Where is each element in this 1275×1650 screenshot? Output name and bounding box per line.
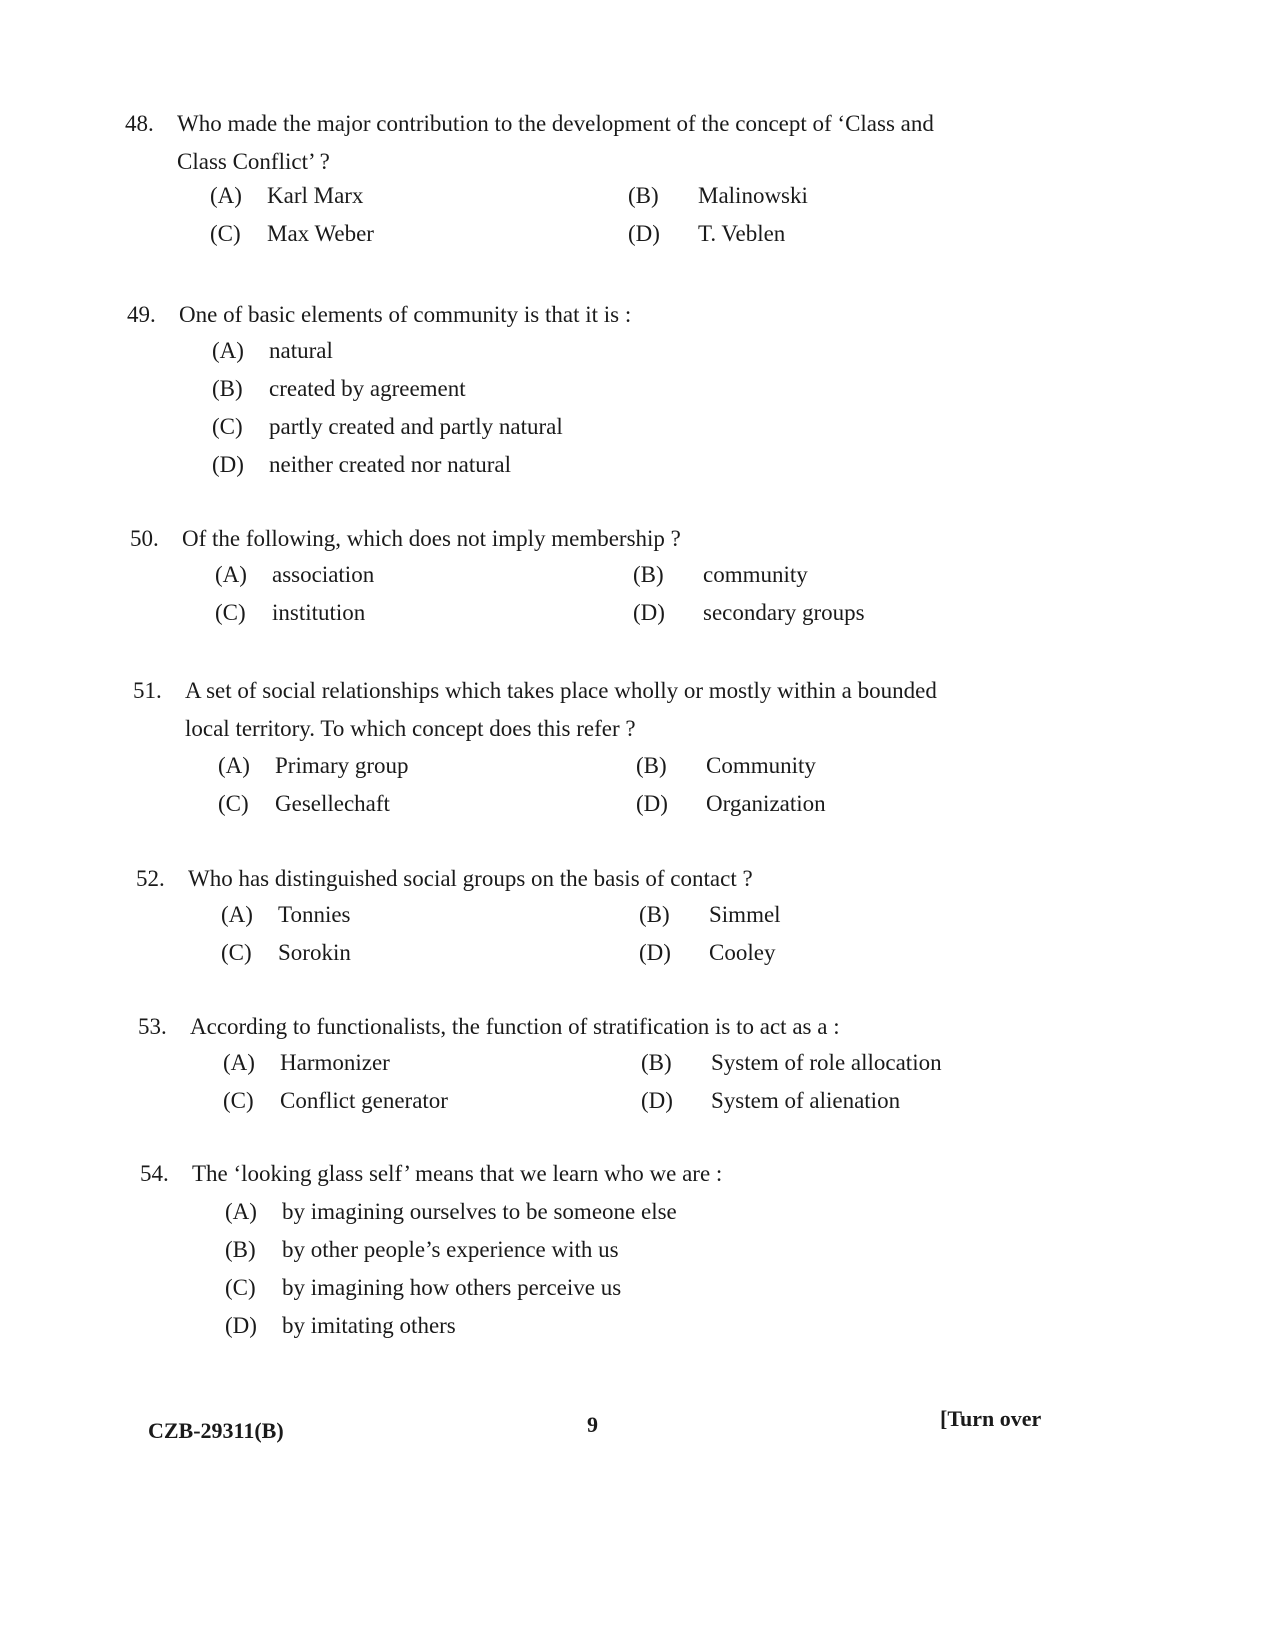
option-a[interactable] <box>212 332 992 370</box>
option-label: (B) <box>628 183 659 208</box>
question-number: 48. <box>125 111 154 136</box>
option-d[interactable] <box>641 1082 1041 1120</box>
option-label: (A) <box>225 1199 257 1224</box>
option-b[interactable] <box>639 896 1039 934</box>
option-d[interactable] <box>633 594 1033 632</box>
option-label: (D) <box>641 1088 673 1113</box>
option-label: (D) <box>636 791 668 816</box>
question-number: 50. <box>130 526 159 551</box>
option-text: partly created and partly natural <box>269 414 563 439</box>
option-text: Sorokin <box>278 940 351 965</box>
option-label: (A) <box>212 338 244 363</box>
option-b[interactable] <box>212 370 992 408</box>
option-c[interactable] <box>212 408 992 446</box>
options <box>223 1044 1003 1120</box>
option-label: (B) <box>225 1237 256 1262</box>
option-label: (B) <box>636 753 667 778</box>
option-c[interactable] <box>218 785 618 823</box>
option-a[interactable] <box>225 1193 1005 1231</box>
options <box>221 896 1001 972</box>
question-number: 54. <box>140 1161 169 1186</box>
option-d[interactable] <box>639 934 1039 972</box>
option-c[interactable] <box>223 1082 623 1120</box>
option-label: (A) <box>223 1050 255 1075</box>
option-text: by imagining ourselves to be someone else <box>282 1199 677 1224</box>
question-number: 52. <box>136 866 165 891</box>
option-text: institution <box>272 600 366 625</box>
option-label: (D) <box>633 600 665 625</box>
option-label: (B) <box>633 562 664 587</box>
option-d[interactable] <box>628 215 1028 253</box>
option-text: Cooley <box>709 940 776 965</box>
option-text: community <box>703 562 808 587</box>
option-label: (C) <box>218 791 249 816</box>
option-text: neither created nor natural <box>269 452 512 477</box>
option-d[interactable] <box>212 446 992 484</box>
option-label: (A) <box>218 753 250 778</box>
option-text: T. Veblen <box>698 221 786 246</box>
option-a[interactable] <box>223 1044 623 1082</box>
option-b[interactable] <box>628 177 1028 215</box>
option-text: created by agreement <box>269 376 466 401</box>
option-text: by other people’s experience with us <box>282 1237 619 1262</box>
option-b[interactable] <box>225 1231 1005 1269</box>
options <box>210 177 990 253</box>
option-label: (D) <box>639 940 671 965</box>
question-text: Who has distinguished social groups on the basis of contact ? <box>188 866 753 891</box>
option-d[interactable] <box>636 785 1036 823</box>
option-label: (D) <box>212 452 244 477</box>
option-c[interactable] <box>210 215 610 253</box>
option-a[interactable] <box>218 747 618 785</box>
option-text: natural <box>269 338 333 363</box>
option-text: Organization <box>706 791 826 816</box>
option-text: Primary group <box>275 753 409 778</box>
option-text: Karl Marx <box>267 183 364 208</box>
question-text: The ‘looking glass self’ means that we learn who we are : <box>192 1161 723 1186</box>
option-b[interactable] <box>636 747 1036 785</box>
option-text: Conflict generator <box>280 1088 448 1113</box>
option-a[interactable] <box>215 556 615 594</box>
options <box>218 747 998 823</box>
question-number: 49. <box>127 302 156 327</box>
option-text: by imitating others <box>282 1313 456 1338</box>
option-label: (C) <box>221 940 252 965</box>
question-text: One of basic elements of community is that it is : <box>179 302 632 327</box>
option-c[interactable] <box>215 594 615 632</box>
option-text: Simmel <box>709 902 781 927</box>
option-text: Max Weber <box>267 221 374 246</box>
option-label: (C) <box>212 414 243 439</box>
options <box>225 1193 1005 1345</box>
paper-code: CZB-29311(B) <box>148 1418 284 1443</box>
option-text: Community <box>706 753 816 778</box>
question-text: A set of social relationships which takes place wholly or mostly within a bounded local territory. To which concept does this refer ? <box>185 678 937 741</box>
question-text: Of the following, which does not imply membership ? <box>182 526 681 551</box>
option-b[interactable] <box>633 556 1033 594</box>
option-c[interactable] <box>221 934 621 972</box>
option-text: Harmonizer <box>280 1050 390 1075</box>
option-label: (A) <box>221 902 253 927</box>
options <box>212 332 992 484</box>
question-number: 51. <box>133 678 162 703</box>
option-text: System of alienation <box>711 1088 901 1113</box>
option-d[interactable] <box>225 1307 1005 1345</box>
option-text: Malinowski <box>698 183 808 208</box>
option-text: by imagining how others perceive us <box>282 1275 622 1300</box>
options <box>215 556 995 632</box>
page-number: 9 <box>587 1412 598 1437</box>
option-label: (D) <box>628 221 660 246</box>
question-number: 53. <box>138 1014 167 1039</box>
option-a[interactable] <box>210 177 610 215</box>
option-a[interactable] <box>221 896 621 934</box>
option-text: secondary groups <box>703 600 865 625</box>
option-label: (B) <box>639 902 670 927</box>
option-text: Gesellechaft <box>275 791 390 816</box>
option-label: (A) <box>215 562 247 587</box>
question-text: According to functionalists, the function of stratification is to act as a : <box>190 1014 840 1039</box>
option-text: Tonnies <box>278 902 351 927</box>
turn-over-note: [Turn over <box>940 1406 1042 1431</box>
option-label: (D) <box>225 1313 257 1338</box>
option-label: (B) <box>212 376 243 401</box>
option-label: (C) <box>210 221 241 246</box>
option-b[interactable] <box>641 1044 1041 1082</box>
question-text: Who made the major contribution to the development of the concept of ‘Class and Class Conflict’ ? <box>177 111 934 174</box>
option-text: association <box>272 562 375 587</box>
option-label: (C) <box>215 600 246 625</box>
option-label: (C) <box>223 1088 254 1113</box>
option-label: (A) <box>210 183 242 208</box>
option-c[interactable] <box>225 1269 1005 1307</box>
option-text: System of role allocation <box>711 1050 942 1075</box>
option-label: (B) <box>641 1050 672 1075</box>
option-label: (C) <box>225 1275 256 1300</box>
